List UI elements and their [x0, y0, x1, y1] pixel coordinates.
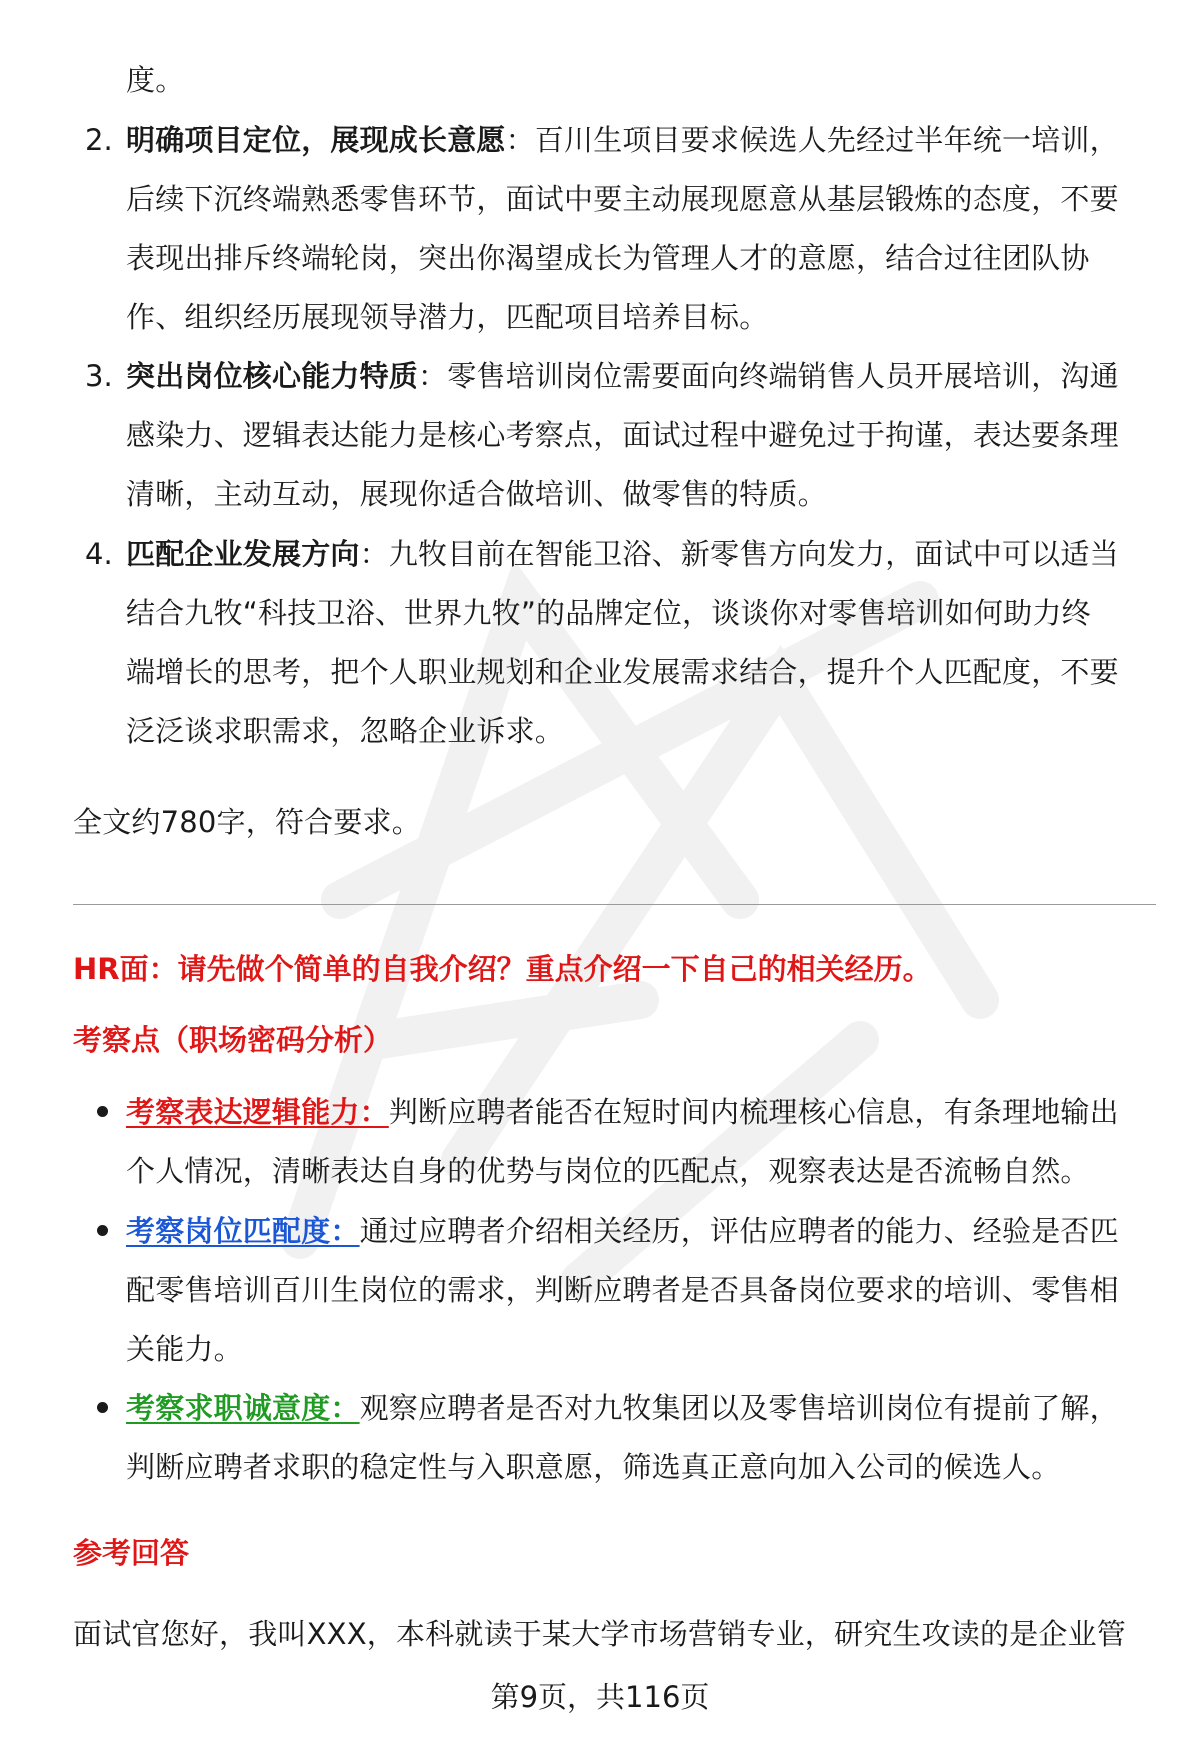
list-item-text: ：零售培训岗位需要面向终端销售人员开展培训，沟通 [418, 359, 1119, 393]
bullet-keyword: 考察岗位匹配度： [126, 1214, 360, 1248]
list-item-text: ：百川生项目要求候选人先经过半年统一培训， [505, 123, 1119, 157]
bullet-text: 判断应聘者能否在短时间内梳理核心信息，有条理地输出 [388, 1095, 1119, 1129]
list-item-text: 清晰，主动互动，展现你适合做培训、做零售的特质。 [126, 477, 827, 511]
bullet-keyword: 考察表达逻辑能力： [126, 1095, 389, 1129]
bullet-text: 判断应聘者求职的稳定性与入职意愿，筛选真正意向加入公司的候选人。 [126, 1450, 1061, 1484]
list-item [126, 534, 1119, 574]
list-item [126, 1092, 1119, 1132]
bullet-text: 配零售培训百川生岗位的需求，判断应聘者是否具备岗位要求的培训、零售相 [126, 1273, 1119, 1307]
list-item [126, 120, 1119, 160]
list-item-number: 3. [85, 359, 113, 393]
list-item-text: 感染力、逻辑表达能力是核心考察点，面试过程中避免过于拘谨，表达要条理 [126, 418, 1119, 452]
list-item-text: 表现出排斥终端轮岗，突出你渴望成长为管理人才的意愿，结合过往团队协 [126, 241, 1090, 275]
bullet-text: 观察应聘者是否对九牧集团以及零售培训岗位有提前了解， [359, 1391, 1119, 1425]
section-divider [73, 904, 1156, 905]
bullet-keyword: 考察求职诚意度： [126, 1391, 360, 1425]
list-item-text: 端增长的思考，把个人职业规划和企业发展需求结合，提升个人匹配度，不要 [126, 655, 1119, 689]
list-continuation: 度。 [126, 63, 185, 97]
bullet-icon [97, 1225, 108, 1236]
list-item [126, 1388, 1119, 1428]
answer-text: 面试官您好，我叫XXX，本科就读于某大学市场营销专业，研究生攻读的是企业管 [73, 1617, 1127, 1651]
list-item-text: 结合九牧“科技卫浴、世界九牧”的品牌定位，谈谈你对零售培训如何助力终 [126, 596, 1091, 630]
answer-heading: 参考回答 [73, 1536, 190, 1570]
analysis-heading: 考察点（职场密码分析） [73, 1023, 393, 1057]
list-item-number: 2. [85, 123, 113, 157]
list-item-text: 泛泛谈求职需求，忽略企业诉求。 [126, 714, 565, 748]
summary-text: 全文约780字，符合要求。 [73, 805, 421, 839]
bullet-icon [97, 1402, 108, 1413]
list-item-number: 4. [85, 537, 113, 571]
bullet-icon [97, 1106, 108, 1117]
page-footer: 第9页，共116页 [490, 1680, 710, 1714]
list-item [126, 1211, 1119, 1251]
list-item-text: 作、组织经历展现领导潜力，匹配项目培养目标。 [126, 300, 769, 334]
list-item-title: 突出岗位核心能力特质 [126, 359, 419, 393]
bullet-text: 关能力。 [126, 1332, 243, 1366]
question-heading: HR面：请先做个简单的自我介绍？重点介绍一下自己的相关经历。 [73, 952, 932, 986]
list-item-title: 匹配企业发展方向 [126, 537, 360, 571]
list-item-text: 后续下沉终端熟悉零售环节，面试中要主动展现愿意从基层锻炼的态度，不要 [126, 182, 1119, 216]
list-item [126, 356, 1119, 396]
bullet-text: 通过应聘者介绍相关经历，评估应聘者的能力、经验是否匹 [359, 1214, 1119, 1248]
bullet-text: 个人情况，清晰表达自身的优势与岗位的匹配点，观察表达是否流畅自然。 [126, 1154, 1090, 1188]
list-item-text: ：九牧目前在智能卫浴、新零售方向发力，面试中可以适当 [359, 537, 1119, 571]
list-item-title: 明确项目定位，展现成长意愿 [126, 123, 506, 157]
